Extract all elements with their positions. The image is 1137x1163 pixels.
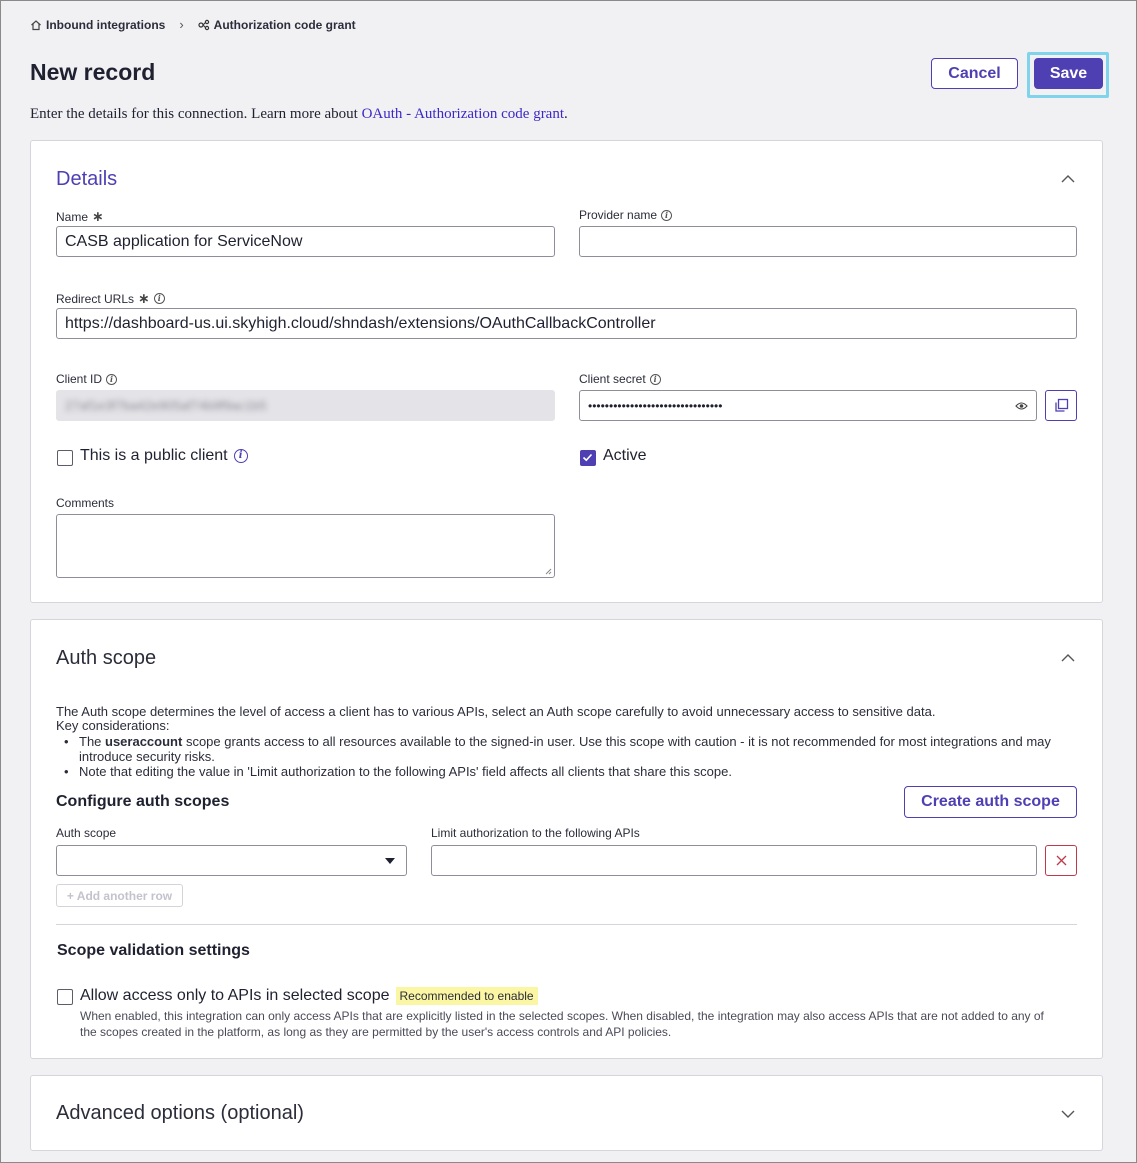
details-heading: Details [56, 168, 118, 190]
info-icon[interactable]: i [154, 293, 165, 304]
breadcrumb-parent-label[interactable]: Inbound integrations [46, 17, 166, 32]
chevron-down-icon[interactable] [1060, 1106, 1076, 1122]
comments-label: Comments [56, 496, 115, 510]
name-input[interactable]: CASB application for ServiceNow [56, 226, 555, 257]
info-icon[interactable]: i [234, 449, 248, 463]
caret-down-icon [385, 858, 395, 864]
breadcrumb-item-current [198, 18, 356, 32]
auth-scope-description: The Auth scope determines the level of access a client has to various APIs, select an Auth scope carefully to avoid unnecessary access to sensitive data. [56, 704, 936, 719]
oauth-doc-link[interactable]: OAuth - Authorization code grant [361, 106, 565, 122]
client-secret-input[interactable] [579, 390, 1037, 421]
required-icon: ∗ [138, 290, 150, 306]
comments-textarea[interactable] [56, 514, 555, 578]
name-label-text: Name [56, 209, 89, 224]
info-icon[interactable]: i [650, 374, 661, 385]
provider-name-label-text: Provider name [579, 208, 658, 222]
provider-name-input[interactable] [579, 226, 1077, 257]
bullet-icon: • [64, 734, 69, 749]
bullet-icon: • [64, 764, 69, 779]
auth-scope-column-label: Auth scope [56, 826, 117, 840]
details-card [30, 140, 1103, 603]
home-icon [30, 19, 42, 31]
redirect-urls-label-text: Redirect URLs [56, 291, 135, 306]
eye-icon[interactable] [1015, 401, 1028, 411]
remove-row-button[interactable] [1045, 845, 1077, 876]
active-label: Active [603, 447, 647, 464]
scope-validation-heading: Scope validation settings [57, 942, 250, 959]
close-icon [1056, 855, 1067, 866]
breadcrumb [30, 17, 356, 32]
recommended-badge: Recommended to enable [396, 987, 538, 1005]
resize-handle-icon[interactable] [545, 568, 552, 575]
key-considerations-label: Key considerations: [56, 718, 170, 733]
bullet1-pre: The [79, 734, 106, 749]
advanced-options-heading: Advanced options (optional) [56, 1102, 304, 1124]
provider-name-label [579, 208, 672, 222]
integration-icon [198, 19, 210, 31]
bullet2-text: Note that editing the value in 'Limit authorization to the following APIs' field affects all clients that share this scope. [79, 764, 732, 779]
intro-text-end: . [564, 106, 568, 122]
auth-scope-heading: Auth scope [56, 647, 157, 669]
redirect-urls-input[interactable]: https://dashboard-us.ui.skyhigh.cloud/shndash/extensions/OAuthCallbackController [56, 308, 1077, 339]
client-secret-label-text: Client secret [579, 372, 646, 386]
chevron-up-icon[interactable] [1060, 650, 1076, 666]
auth-scope-select[interactable] [56, 845, 407, 876]
redirect-urls-label [56, 290, 165, 307]
client-id-input [56, 390, 555, 421]
bullet-useraccount [64, 734, 1069, 764]
save-button[interactable]: Save [1034, 58, 1103, 89]
public-client-label [80, 447, 248, 465]
create-auth-scope-button[interactable]: Create auth scope [904, 786, 1077, 818]
active-checkbox[interactable] [580, 450, 596, 466]
public-client-checkbox[interactable] [57, 450, 73, 466]
copy-icon [1054, 398, 1069, 413]
copy-button[interactable] [1045, 390, 1077, 421]
configure-auth-scopes-heading: Configure auth scopes [56, 793, 230, 810]
intro-text-body: Enter the details for this connection. Learn more about [30, 106, 362, 122]
allow-selected-scope-label [80, 987, 538, 1005]
chevron-up-icon[interactable] [1060, 171, 1076, 187]
client-secret-label [579, 372, 661, 386]
info-icon[interactable]: i [106, 374, 117, 385]
chevron-right-icon: › [179, 17, 184, 32]
cancel-button[interactable]: Cancel [931, 58, 1018, 89]
required-icon: ∗ [92, 208, 104, 224]
breadcrumb-item-inbound-integrations[interactable] [30, 18, 165, 32]
client-id-label-text: Client ID [56, 372, 103, 386]
limit-apis-input[interactable] [431, 845, 1037, 876]
auth-scope-card [30, 619, 1103, 1059]
advanced-options-card[interactable] [30, 1075, 1103, 1151]
add-another-row-button[interactable]: + Add another row [56, 884, 183, 907]
bullet1-post: scope grants access to all resources available to the signed-in user. Use this scope with caution - it is not recommended for most integrations and may introduce security risks. [79, 734, 1051, 764]
divider [56, 924, 1077, 925]
breadcrumb-current-label: Authorization code grant [213, 17, 356, 32]
allow-selected-scope-help: When enabled, this integration can only access APIs that are explicitly listed in the selected scopes. When disabled, the integration may also access APIs that are not added to any of the scopes created in the platform, as long as they are permitted by the user's access controls and API policies. [80, 1009, 1044, 1039]
public-client-label-text: This is a public client [80, 447, 228, 464]
name-label [56, 208, 104, 225]
client-secret-value: •••••••••••••••••••••••••••••••• [588, 398, 723, 413]
bullet-shared-scope [64, 764, 1069, 779]
info-icon[interactable]: i [661, 210, 672, 221]
client-id-label [56, 372, 117, 386]
limit-apis-column-label: Limit authorization to the following APIs [431, 826, 640, 840]
bullet1-bold: useraccount [105, 734, 183, 749]
intro-text [30, 106, 568, 123]
allow-selected-scope-text: Allow access only to APIs in selected scope [80, 987, 390, 1004]
client-id-value: 27af1e3f7ba42e905af74b9f9ac1b5 [65, 398, 267, 413]
page-title: New record [30, 59, 156, 85]
checkmark-icon [581, 451, 594, 464]
allow-selected-scope-checkbox[interactable] [57, 989, 73, 1005]
